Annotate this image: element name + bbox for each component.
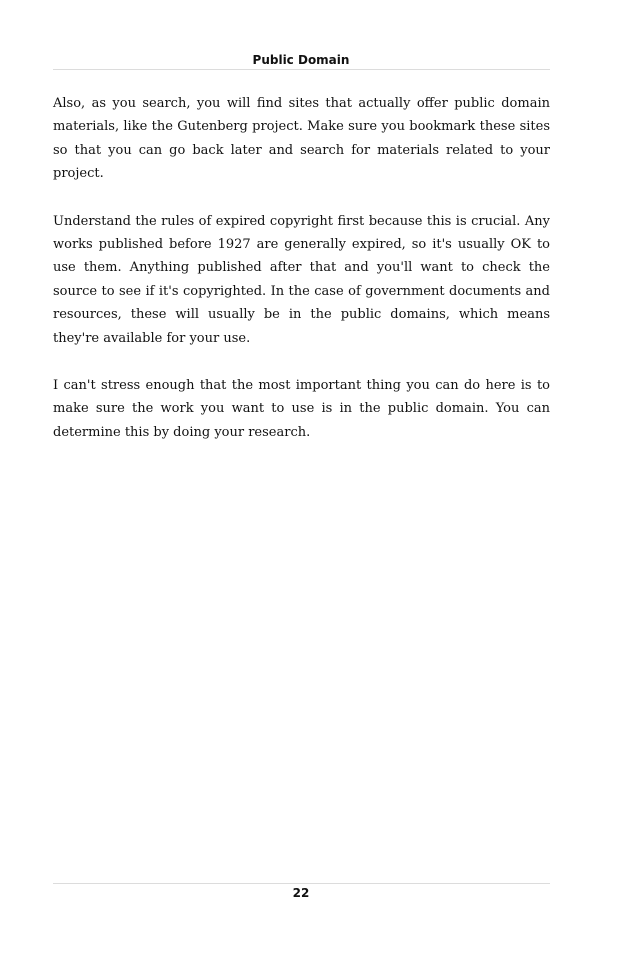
header-title: Public Domain [252,53,350,67]
document-body [53,92,550,468]
paragraph: Understand the rules of expired copyright first because this is crucial. Any works published before 1927 are generally expired, so it's usually OK to use them. Anything published after that and you'll want to check the source to see if it's copyrighted. In the case of government documents and resources, these will usually be in the public domains, which means they're available for your use. [53,213,550,346]
page-number: 22 [292,886,310,900]
footer-divider [53,883,550,884]
header-divider [53,69,550,70]
paragraph: I can't stress enough that the most important thing you can do here is to make sure the work you want to use is in the public domain. You can determine this by doing your research. [53,378,550,440]
paragraph: Also, as you search, you will find sites that actually offer public domain materials, like the Gutenberg project. Make sure you bookmark these sites so that you can go back later and search for materials related to your project. [53,96,550,182]
